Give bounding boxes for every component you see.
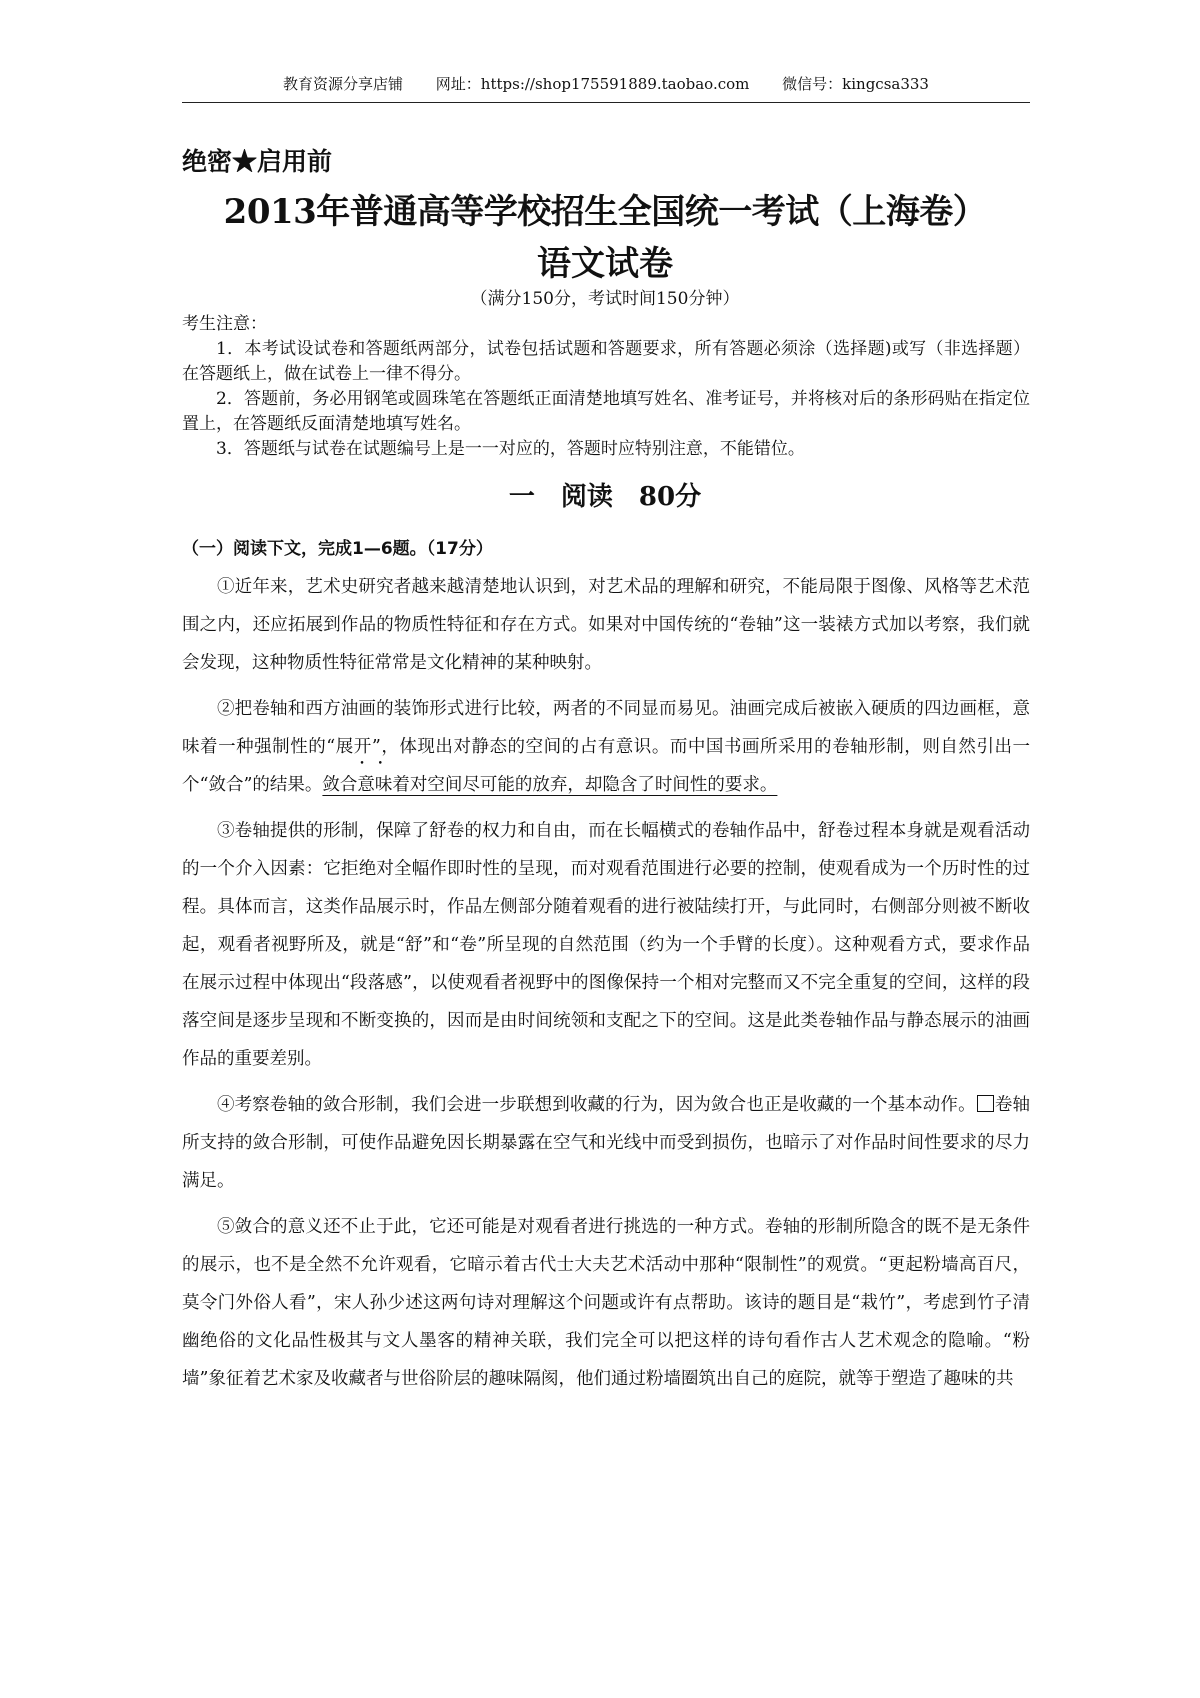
passage-paragraph-5: ⑤敛合的意义还不止于此，它还可能是对观看者进行挑选的一种方式。卷轴的形制所隐含的既不是无条件的展示，也不是全然不允许观看，它暗示着古代士大夫艺术活动中那种“限制性”的观赏。“更起粉墙高百尺，莫令门外俗人看”，宋人孙少述这两句诗对理解这个问题或许有点帮助。该诗的题目是“栽竹”，考虑到竹子清幽绝俗的文化品性极其与文人墨客的精神关联，我们完全可以把这样的诗句看作古人艺术观念的隐喻。“粉墙”象征着艺术家及收藏者与世俗阶层的趣味隔阂，他们通过粉墙圈筑出自己的庭院，就等于塑造了趣味的共 xyxy=(182,1217,1030,1389)
exam-title: 2013年普通高等学校招生全国统一考试（上海卷） xyxy=(223,192,987,232)
header-shop-name: 教育资源分享店铺 xyxy=(283,75,404,93)
candidate-notice xyxy=(182,312,1030,462)
exam-subtitle: 语文试卷 xyxy=(537,244,673,284)
section-title: （一）阅读下文，完成1—6题。（17分） xyxy=(182,539,493,559)
notice-lead: 考生注意： xyxy=(182,314,267,334)
passage-paragraph-4 xyxy=(182,1086,1030,1200)
passage-paragraph-1: ①近年来，艺术史研究者越来越清楚地认识到，对艺术品的理解和研究，不能局限于图像、风格等艺术范围之内，还应拓展到作品的物质性特征和存在方式。如果对中国传统的“卷轴”这一装裱方式加以考察，我们就会发现，这种物质性特征常常是文化精神的某种映射。 xyxy=(182,577,1030,673)
passage-paragraph-2 xyxy=(182,690,1030,804)
reading-passage xyxy=(182,568,1030,1406)
confidential-label: 绝密★启用前 xyxy=(182,147,333,176)
exam-score-time-note: （满分150分，考试时间150分钟） xyxy=(470,289,740,309)
emphasis-dot-char: 开 xyxy=(353,737,372,757)
part-title: 一 阅读 80分 xyxy=(508,482,702,512)
notice-item: 1．本考试设试卷和答题纸两部分，试卷包括试题和答题要求，所有答题必须涂（选择题)或写（非选择题）在答题纸上，做在试卷上一律不得分。 xyxy=(182,339,1030,384)
paragraph-text: ”，体现出对静态的空间的占有意识。而中国书画所采用的卷轴形制，则自然引出一个“敛合”的结果。 xyxy=(182,737,1031,795)
emphasis-dot-char: 展 xyxy=(335,737,354,757)
header-shop-url[interactable]: 网址：https://shop175591889.taobao.com xyxy=(435,75,750,93)
notice-item: 3．答题纸与试卷在试题编号上是一一对应的，答题时应特别注意，不能错位。 xyxy=(216,439,805,459)
paragraph-text: ②把卷轴和西方油画的装饰形式进行比较，两者的不同显而易见。油画完成后被嵌入硬质的四边画框，意味着一种强制性的“ xyxy=(182,699,1030,757)
notice-item: 2．答题前，务必用钢笔或圆珠笔在答题纸正面清楚地填写姓名、准考证号，并将核对后的条形码贴在指定位置上，在答题纸反面清楚地填写姓名。 xyxy=(182,389,1030,434)
paragraph-text: ④考察卷轴的敛合形制，我们会进一步联想到收藏的行为，因为敛合也正是收藏的一个基本动作。 xyxy=(217,1095,976,1115)
page-header xyxy=(182,72,1030,103)
passage-paragraph-3: ③卷轴提供的形制，保障了舒卷的权力和自由，而在长幅横式的卷轴作品中，舒卷过程本身就是观看活动的一个介入因素：它拒绝对全幅作即时性的呈现，而对观看范围进行必要的控制，使观看成为一个历时性的过程。具体而言，这类作品展示时，作品左侧部分随着观看的进行被陆续打开，与此同时，右侧部分则被不断收起，观看者视野所及，就是“舒”和“卷”所呈现的自然范围（约为一个手臂的长度）。这种观看方式，要求作品在展示过程中体现出“段落感”，以使观看者视野中的图像保持一个相对完整而又不完全重复的空间，这样的段落空间是逐步呈现和不断变换的，因而是由时间统领和支配之下的空间。这是此类卷轴作品与静态展示的油画作品的重要差别。 xyxy=(182,821,1030,1069)
paragraph-text: 卷轴所支持的敛合形制，可使作品避免因长期暴露在空气和光线中而受到损伤，也暗示了对作品时间性要求的尽力满足。 xyxy=(182,1095,1031,1191)
underlined-sentence: 敛合意味着对空间尽可能的放弃，却隐含了时间性的要求。 xyxy=(322,775,778,795)
blank-box-icon xyxy=(977,1095,994,1112)
header-wechat: 微信号：kingcsa333 xyxy=(782,75,929,93)
